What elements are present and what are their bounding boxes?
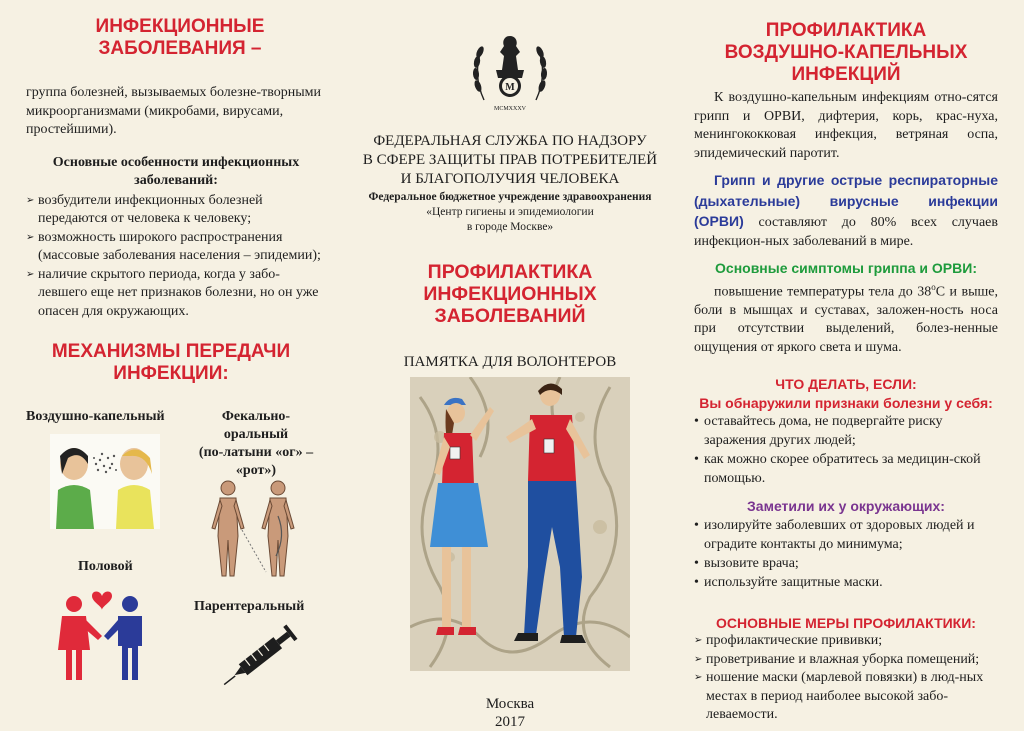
year: 2017 [495, 714, 525, 730]
mechanisms-area [0, 400, 340, 722]
list-item: ➢ профилактические прививки; [694, 632, 998, 651]
intro-text: К воздушно-капельным инфекциям отно-сятся грипп и ОРВИ, дифтерия, корь, крас-нуха, менингококковая инфекция, ветряная оспа, эпидемический паротит. [694, 90, 998, 161]
list-item: • используйте защитные маски. [694, 573, 998, 592]
airborne-label: Воздушно-капельный [26, 409, 165, 424]
list-item: ➢ проветривание и влажная уборка помещений; [694, 651, 998, 670]
airborne-prevention-title: ПРОФИЛАКТИКА ВОЗДУШНО-КАПЕЛЬНЫХ ИНФЕКЦИЙ [724, 20, 968, 85]
list-item: ➢ возбудители инфекционных болезней передаются от человека к человеку; [26, 192, 326, 229]
sexual-label: Половой [78, 559, 133, 574]
emblem-logo [468, 30, 552, 116]
definition-text: группа болезней, вызываемых болезне-творными микроорганизмами (микробами, вирусами, простейшими). [26, 85, 321, 137]
airborne-illustration [50, 434, 160, 529]
features-list [26, 192, 326, 322]
syringe-icon [212, 620, 312, 690]
institution-name: Федеральное бюджетное учреждение здравоохранения «Центр гигиены и эпидемиологии в городе Москве» [368, 191, 652, 233]
agency-name: ФЕДЕРАЛЬНАЯ СЛУЖБА ПО НАДЗОРУ В СФЕРЕ ЗАЩИТЫ ПРАВ ПОТРЕБИТЕЛЕЙ И БЛАГОПОЛУЧИЯ ЧЕЛОВЕКА [362, 133, 658, 187]
list-item: • вызовите врача; [694, 554, 998, 573]
self-symptoms-title: Вы обнаружили признаки болезни у себя: [699, 394, 993, 411]
list-item: ➢ наличие скрытого периода, когда у забо-левшего еще нет признаков болезни, но он уже опасен для окружающих. [26, 266, 326, 322]
parenteral-label: Парентеральный [194, 599, 305, 614]
main-title: ПРОФИЛАКТИКА ИНФЕКЦИОННЫХ ЗАБОЛЕВАНИЙ [423, 261, 597, 327]
sexual-illustration [50, 584, 160, 684]
list-item: ➢ ношение маски (марлевой повязки) в люд-ных местах в период наиболее высокой забо-леваемости. [694, 669, 998, 725]
volunteers-illustration [410, 377, 630, 671]
mechanisms-title: МЕХАНИЗМЫ ПЕРЕДАЧИ ИНФЕКЦИИ: [51, 341, 291, 384]
list-item: • оставайтесь дома, не подвергайте риску заражения других людей; [694, 412, 998, 450]
what-to-do-title: ЧТО ДЕЛАТЬ, ЕСЛИ: [775, 376, 917, 393]
orvi-text: Грипп и другие острые респираторные (дыхательные) вирусные инфекции (ОРВИ) составляют до 80% всех случаев инфекцион-ных заболеваний в мире. [694, 172, 998, 249]
emblem-year-text: MCMXXXV [493, 106, 527, 112]
others-symptoms-title: Заметили их у окружающих: [747, 498, 945, 515]
fecal-oral-illustration [206, 476, 306, 586]
features-title: Основные особенности инфекционных заболеваний: [52, 154, 300, 188]
symptoms-text: повышение температуры тела до $38^оС$ и выше, боли в мышцах и суставах, заложен-ность носа при отсутствии выделений, болез-ненные ощущения от яркого света и шума. [694, 281, 998, 355]
self-actions-list [694, 412, 998, 488]
right-panel [680, 0, 1024, 722]
measures-list [694, 632, 998, 725]
infectious-diseases-title: ИНФЕКЦИОННЫЕ ЗАБОЛЕВАНИЯ – [95, 16, 265, 59]
middle-panel [340, 0, 680, 730]
svg-text:M: M [505, 82, 515, 93]
subtitle: ПАМЯТКА ДЛЯ ВОЛОНТЕРОВ [403, 354, 617, 370]
measures-title: ОСНОВНЫЕ МЕРЫ ПРОФИЛАКТИКИ: [716, 614, 976, 631]
fecal-oral-label: Фекально- оральный (по-латыни «ог» – «рот») [198, 409, 314, 478]
left-panel [0, 0, 340, 722]
list-item: ➢ возможность широкого распространения (массовые заболевания населения – эпидемии); [26, 229, 326, 266]
others-actions-list [694, 516, 998, 592]
city: Москва [485, 696, 535, 712]
list-item: • изолируйте заболевших от здоровых людей и оградите контакты до минимума; [694, 516, 998, 554]
list-item: • как можно скорее обратитесь за медицин-ской помощью. [694, 450, 998, 488]
symptoms-title: Основные симптомы гриппа и ОРВИ: [715, 260, 977, 276]
